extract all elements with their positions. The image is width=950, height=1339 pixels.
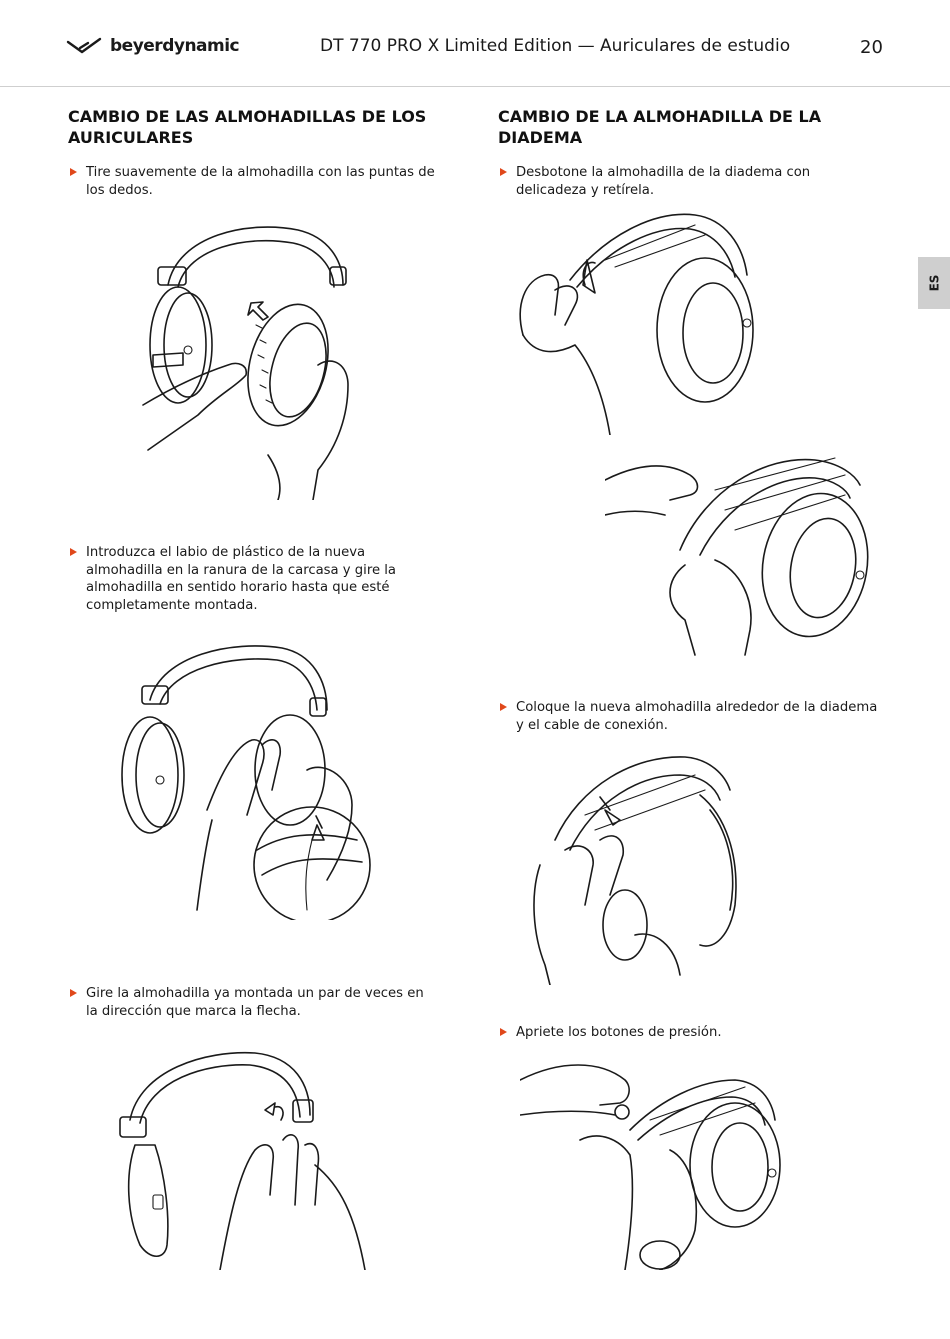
illustration-fit-new-headband-pad [525,745,760,985]
right-step-1 [498,164,878,199]
bullet-arrow-icon [500,703,507,711]
illustration-unbutton-headband-pad [515,205,770,435]
brand-mark-icon [66,36,102,56]
illustration-press-snap-buttons [520,1055,785,1270]
brand-logo [66,36,239,56]
illustration-remove-earpad [138,215,368,500]
illustration-insert-earpad [112,640,377,920]
right-step-2 [498,699,878,734]
bullet-arrow-icon [70,548,77,556]
right-step-3 [498,1024,878,1042]
right-step-1-text: Desbotone la almohadilla de la diadema con delicadeza y retírela. [516,165,811,198]
left-step-3-text: Gire la almohadilla ya montada un par de veces en la dirección que marca la flecha. [86,986,424,1019]
left-step-2-text: Introduzca el labio de plástico de la nueva almohadilla en la ranura de la carcasa y gire la almohadilla en sentido horario hasta que esté completamente montada. [86,545,397,613]
left-step-2 [68,544,426,614]
right-section-heading: CAMBIO DE LA ALMOHADILLA DE LA DIADEMA [498,107,822,147]
page-number: 20 [860,37,883,58]
bullet-arrow-icon [500,1028,507,1036]
right-step-2-text: Coloque la nueva almohadilla alrededor de la diadema y el cable de conexión. [516,700,878,733]
illustration-rotate-earpad [115,1045,375,1270]
bullet-arrow-icon [500,168,507,176]
document-title: DT 770 PRO X Limited Edition — Auriculares de estudio [320,36,791,56]
left-step-1-text: Tire suavemente de la almohadilla con las puntas de los dedos. [86,165,435,198]
illustration-remove-headband-pad [605,430,870,660]
bullet-arrow-icon [70,168,77,176]
right-step-3-text: Apriete los botones de presión. [516,1025,722,1040]
bullet-arrow-icon [70,989,77,997]
language-tab-label: ES [927,274,941,292]
language-tab [918,257,950,309]
left-step-1 [68,164,448,199]
left-section-heading: CAMBIO DE LAS ALMOHADILLAS DE LOS AURICULARES [68,107,427,147]
page-header [0,0,950,87]
brand-name: beyerdynamic [110,36,240,56]
left-step-3 [68,985,426,1020]
